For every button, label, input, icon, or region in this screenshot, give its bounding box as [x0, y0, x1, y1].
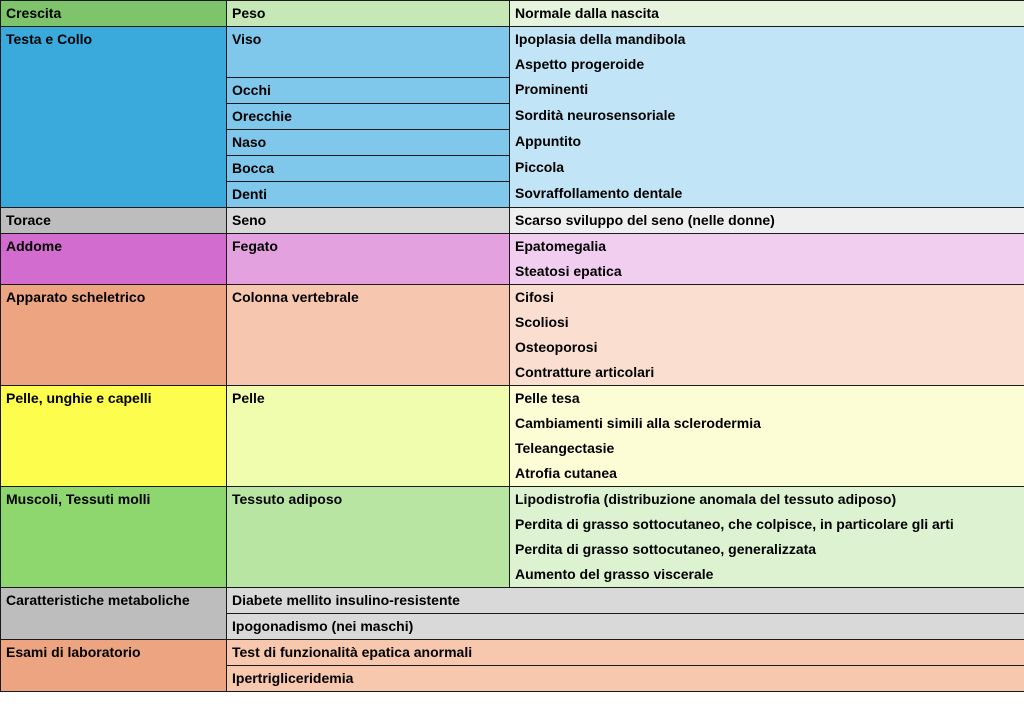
subcategory-cell: Occhi: [227, 77, 510, 103]
finding-cell: Perdita di grasso sottocutaneo, che colpisce, in particolare gli arti: [510, 512, 1024, 537]
table-row: [1, 587, 1024, 613]
finding-cell: Osteoporosi: [510, 335, 1024, 360]
category-cell: Testa e Collo: [1, 27, 227, 208]
subcategory-cell: Orecchie: [227, 103, 510, 129]
table-row: [1, 385, 1024, 411]
finding-cell: Diabete mellito insulino-resistente: [227, 587, 1024, 613]
finding-cell: Ipertrigliceridemia: [227, 665, 1024, 691]
finding-cell: Ipogonadismo (nei maschi): [227, 613, 1024, 639]
subcategory-cell: Naso: [227, 129, 510, 155]
finding-cell: Teleangectasie: [510, 436, 1024, 461]
subcategory-cell: Seno: [227, 207, 510, 233]
finding-cell: Aumento del grasso viscerale: [510, 562, 1024, 588]
category-cell: Muscoli, Tessuti molli: [1, 486, 227, 587]
subcategory-cell: Peso: [227, 1, 510, 27]
subcategory-cell: Fegato: [227, 233, 510, 284]
category-cell: Caratteristiche metaboliche: [1, 587, 227, 639]
subcategory-cell: Denti: [227, 181, 510, 207]
table-row: [1, 486, 1024, 512]
category-cell: Pelle, unghie e capelli: [1, 385, 227, 486]
category-cell: Crescita: [1, 1, 227, 27]
finding-cell: Sordità neurosensoriale: [510, 103, 1024, 129]
finding-cell: Cifosi: [510, 284, 1024, 310]
table-row: [1, 207, 1024, 233]
finding-cell: Prominenti: [510, 77, 1024, 103]
finding-cell: Piccola: [510, 155, 1024, 181]
category-cell: Esami di laboratorio: [1, 639, 227, 691]
table-row: [1, 639, 1024, 665]
finding-cell: Ipoplasia della mandibola: [510, 27, 1024, 53]
finding-cell: Perdita di grasso sottocutaneo, generalizzata: [510, 537, 1024, 562]
subcategory-cell: Colonna vertebrale: [227, 284, 510, 385]
finding-cell: Atrofia cutanea: [510, 461, 1024, 487]
category-cell: Addome: [1, 233, 227, 284]
finding-cell: Test di funzionalità epatica anormali: [227, 639, 1024, 665]
finding-cell: Pelle tesa: [510, 385, 1024, 411]
finding-cell: Contratture articolari: [510, 360, 1024, 386]
finding-cell: Scoliosi: [510, 310, 1024, 335]
finding-cell: Epatomegalia: [510, 233, 1024, 259]
finding-cell: Normale dalla nascita: [510, 1, 1024, 27]
finding-cell: Aspetto progeroide: [510, 52, 1024, 77]
finding-cell: Steatosi epatica: [510, 259, 1024, 285]
finding-cell: Lipodistrofia (distribuzione anomala del tessuto adiposo): [510, 486, 1024, 512]
finding-cell: Cambiamenti simili alla sclerodermia: [510, 411, 1024, 436]
subcategory-cell: Viso: [227, 27, 510, 78]
category-cell: Torace: [1, 207, 227, 233]
finding-cell: Scarso sviluppo del seno (nelle donne): [510, 207, 1024, 233]
category-cell: Apparato scheletrico: [1, 284, 227, 385]
table-row: [1, 1, 1024, 27]
finding-cell: Sovraffollamento dentale: [510, 181, 1024, 207]
finding-cell: Appuntito: [510, 129, 1024, 155]
subcategory-cell: Tessuto adiposo: [227, 486, 510, 587]
table-row: [1, 284, 1024, 310]
subcategory-cell: Bocca: [227, 155, 510, 181]
table-row: [1, 233, 1024, 259]
subcategory-cell: Pelle: [227, 385, 510, 486]
table-row: [1, 27, 1024, 53]
